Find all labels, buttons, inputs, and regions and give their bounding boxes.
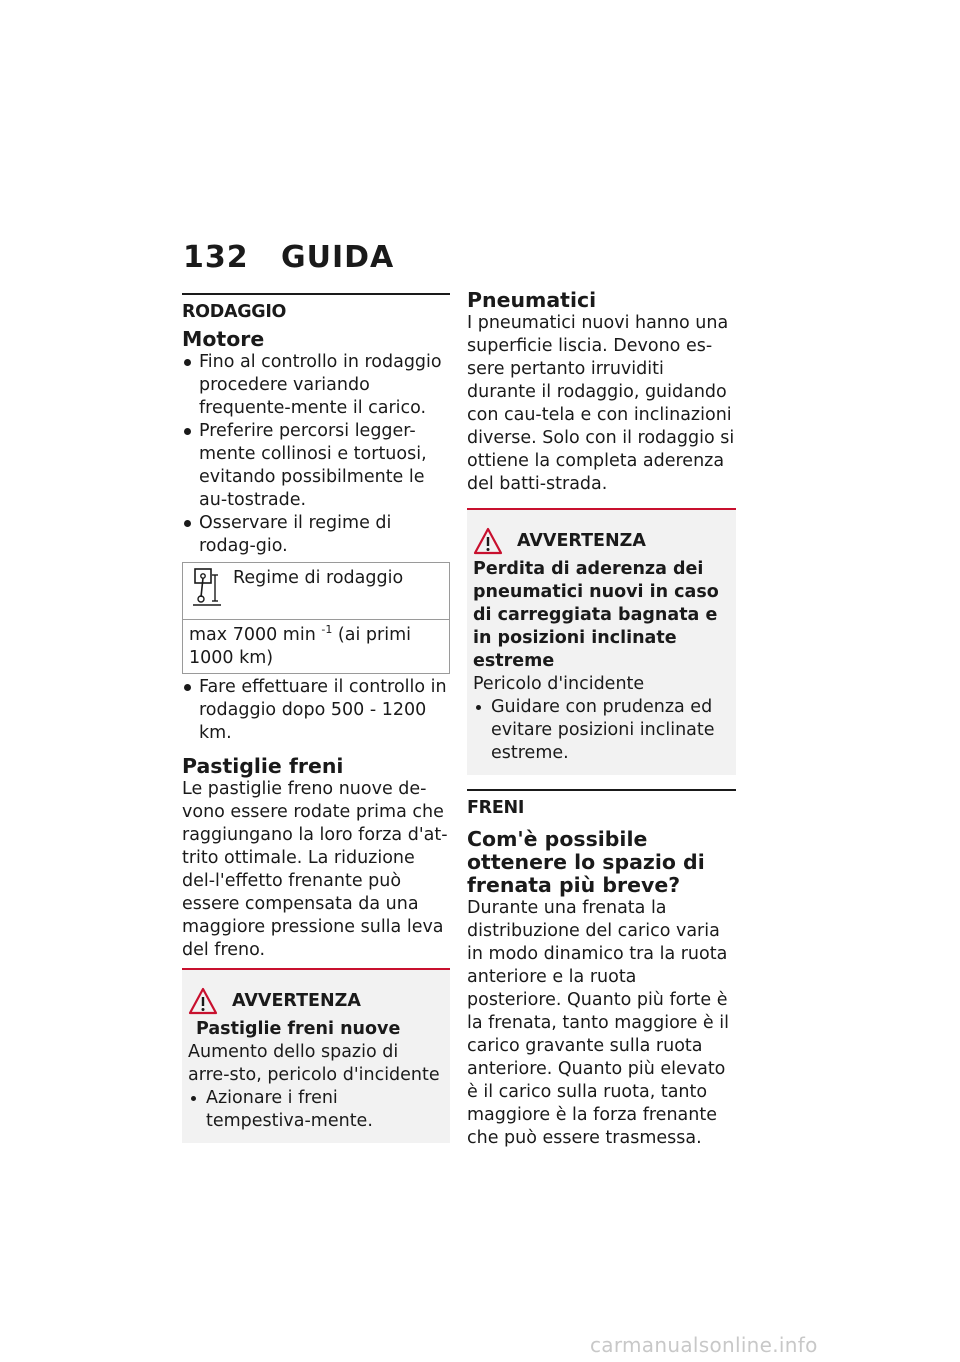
subheading-pneumatici: Pneumatici [467, 288, 597, 312]
page-number: 132 [183, 240, 249, 275]
warning-title: Perdita di aderenza dei pneumatici nuovi in caso di carreggiata bagnata e in posizioni inclinate estreme [473, 559, 719, 671]
brakes-paragraph: Durante una frenata la distribuzione del carico varia in modo dinamico tra la ruota anteriore e la ruota posteriore. Quanto più forte è la frenata, tanto maggiore è il carico gravante sulla ruota anteriore. Quanto più elevato è il carico sulla ruota, tanto maggiore è la forza frenante che può essere trasmessa. [467, 898, 729, 1148]
list-item: Azionare i freni tempestiva-mente. [188, 1087, 444, 1133]
list-item: Fare effettuare il controllo in rodaggio dopo 500 - 1200 km. [182, 676, 450, 745]
left-column [182, 293, 450, 1143]
section-title-freni: FRENI [467, 798, 525, 818]
infobox-label: Regime di rodaggio [233, 568, 404, 588]
warning-text: Aumento dello spazio di arre-sto, pericolo d'incidente [188, 1042, 440, 1085]
warning-triangle-icon [188, 987, 218, 1015]
engine-piston-icon [189, 567, 225, 607]
list-item: Preferire percorsi legger-mente collinosi e tortuosi, evitando possibilmente le au-tostrade. [182, 420, 450, 512]
warning-bullet-list [188, 1087, 444, 1133]
engine-bullet-list [182, 351, 450, 558]
warning-box-pads [182, 968, 450, 1143]
section-rodaggio [182, 293, 450, 324]
warning-text: Pericolo d'incidente [473, 674, 645, 694]
engine-bullet-list-after [182, 676, 450, 745]
right-column [467, 289, 736, 1150]
section-freni [467, 789, 736, 820]
list-item: Guidare con prudenza ed evitare posizioni inclinate estreme. [473, 696, 730, 765]
list-item: Fino al controllo in rodaggio procedere variando frequente-mente il carico. [182, 351, 450, 420]
subheading-pastiglie: Pastiglie freni [182, 754, 344, 778]
page-header [183, 240, 394, 275]
infobox-value: max 7000 min $^{-1}$ (ai primi 1000 km) [189, 623, 411, 668]
subheading-motore: Motore [182, 327, 265, 351]
list-item: Osservare il regime di rodag-gio. [182, 512, 450, 558]
warning-box-tyres [467, 508, 736, 775]
section-title-rodaggio: RODAGGIO [182, 302, 287, 322]
pads-paragraph: Le pastiglie freno nuove de-vono essere rodate prima che raggiungano la loro forza d'at-trito ottimale. La riduzione del-l'effetto frenante può essere compensata da una maggiore pressione sulla leva del freno. [182, 779, 448, 960]
warning-title: Pastiglie freni nuove [196, 1019, 401, 1039]
warning-triangle-icon [473, 527, 503, 555]
subheading-brake-question: Com'è possibile ottenere lo spazio di frenata più breve? [467, 827, 705, 897]
footer-watermark: carmanualsonline.info [590, 1333, 818, 1357]
warning-label: AVVERTENZA [232, 990, 361, 1011]
warning-bullet-list [473, 696, 730, 765]
chapter-title: GUIDA [281, 240, 395, 275]
tyres-paragraph: I pneumatici nuovi hanno una superficie liscia. Devono es-sere pertanto irruviditi durante il rodaggio, guidando con cau-tela e con inclinazioni diverse. Solo con il rodaggio si ottiene la completa aderenza del batti-strada. [467, 313, 735, 494]
warning-label: AVVERTENZA [517, 530, 646, 551]
break-in-rpm-box [182, 562, 450, 674]
